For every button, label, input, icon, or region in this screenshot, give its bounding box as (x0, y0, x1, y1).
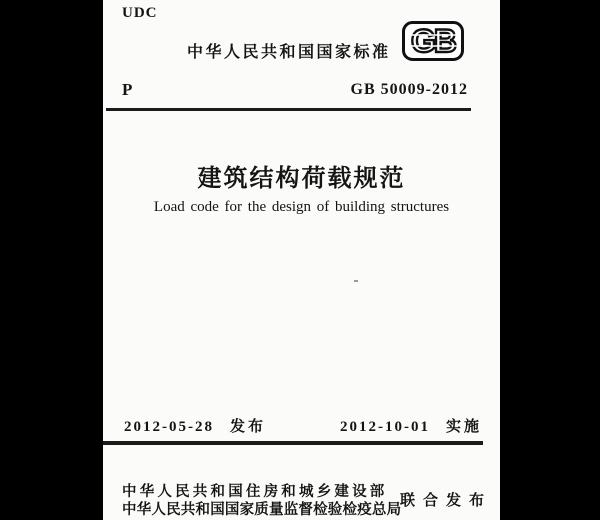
udc-label: UDC (122, 5, 158, 21)
issue-date: 2012-05-28 (124, 419, 214, 435)
doc-type-code: P (122, 80, 133, 99)
standard-title-cn: 建筑结构荷载规范 (197, 166, 406, 192)
gb-logo-text: GB (411, 23, 455, 59)
standard-cover-page (103, 0, 500, 520)
standard-title-en: Load code for the design of building structures (153, 199, 450, 215)
implementation-date-group (340, 415, 482, 436)
footer-divider-rule (103, 441, 483, 445)
scan-artifact-speck (354, 280, 358, 282)
issue-date-group (124, 415, 266, 436)
national-standard-header: 中华人民共和国国家标准 (187, 44, 391, 61)
implementation-date: 2012-10-01 (340, 419, 430, 435)
gb-logo (402, 21, 464, 61)
standard-number: GB 50009-2012 (350, 81, 468, 98)
issuer-aqsiq: 中华人民共和国国家质量监督检验检疫总局 (122, 502, 402, 518)
header-divider-rule (106, 108, 471, 111)
joint-release-label: 联合发布 (400, 492, 493, 509)
implementation-date-label: 实施 (446, 418, 483, 435)
issue-date-label: 发布 (230, 418, 267, 435)
issuer-ministry-of-housing: 中华人民共和国住房和城乡建设部 (122, 484, 388, 500)
gb-logo-graphic (402, 21, 464, 61)
